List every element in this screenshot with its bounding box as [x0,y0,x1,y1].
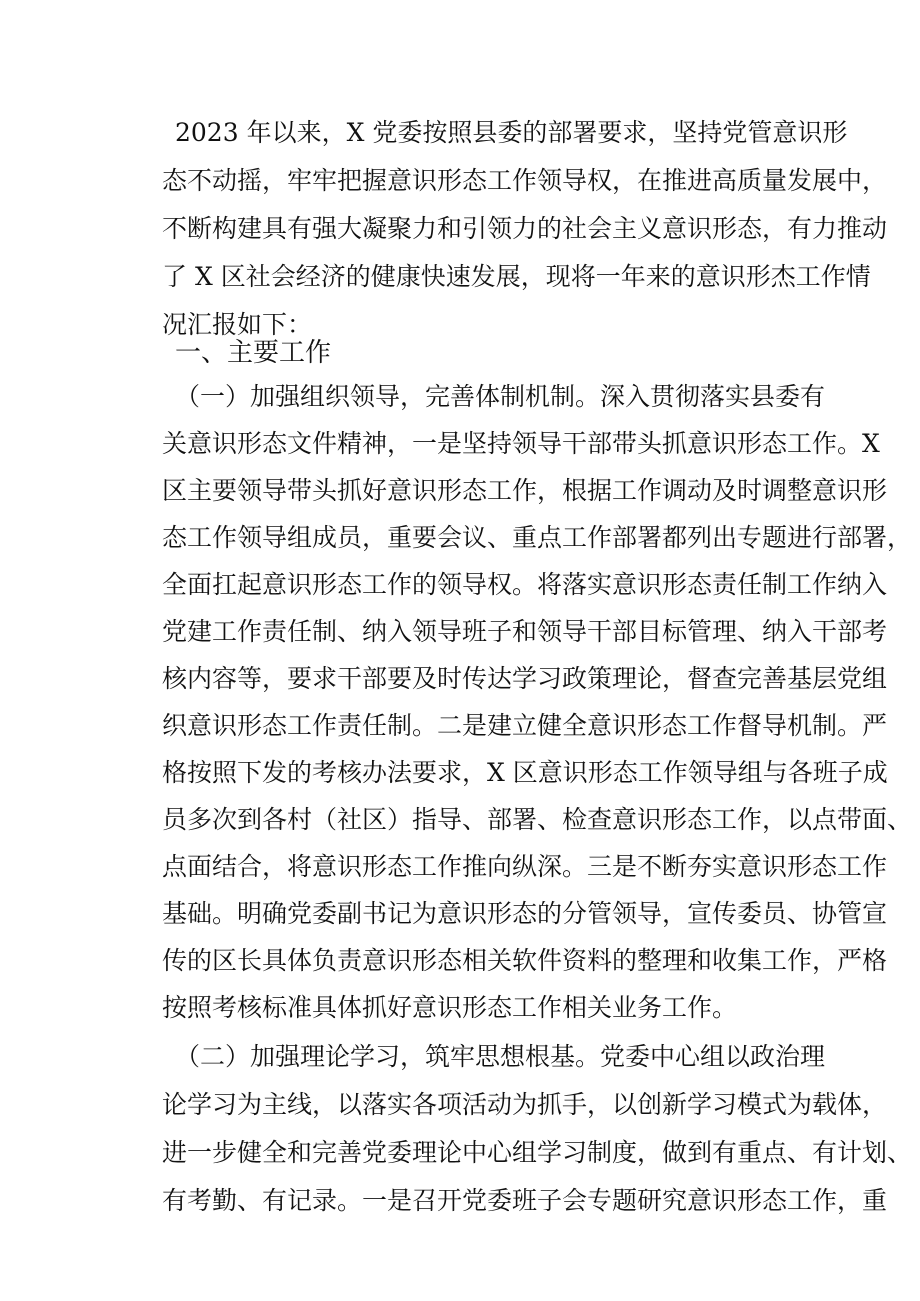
paragraph-line: 论学习为主线，以落实各项活动为抓手，以创新学习模式为载体， [162,1090,888,1119]
paragraph-line: 传的区长具体负责意识形态相关软件资料的整理和收集工作，严格 [162,946,888,975]
paragraph-line: （一）加强组织领导，完善体制机制。深入贯彻落实县委有 [175,382,826,411]
paragraph-line: 织意识形态工作责任制。二是建立健全意识形态工作督导机制。严 [162,711,888,740]
paragraph-line: 关意识形态文件精神，一是坚持领导干部带头抓意识形态工作。X [162,429,880,458]
paragraph-line: 基础。明确党委副书记为意识形态的分管领导，宣传委员、协管宣 [162,899,888,928]
paragraph-line: 核内容等，要求干部要及时传达学习政策理论，督查完善基层党组 [162,664,888,693]
section-heading: 一、主要工作 [175,338,332,368]
intro-line: 态不动摇，牢牢把握意识形态工作领导权，在推进高质量发展中， [162,166,888,195]
paragraph-line: 格按照下发的考核办法要求，X 区意识形态工作领导组与各班子成 [162,758,888,787]
paragraph-line: 态工作领导组成员，重要会议、重点工作部署都列出专题进行部署， [162,523,913,552]
paragraph-line: 区主要领导带头抓好意识形态工作，根据工作调动及时调整意识形 [162,476,888,505]
paragraph-line: （二）加强理论学习，筑牢思想根基。党委中心组以政治理 [175,1042,826,1071]
paragraph-line: 按照考核标准具体抓好意识形态工作相关业务工作。 [162,993,738,1022]
intro-line: 况汇报如下： [162,310,313,339]
paragraph-line: 有考勤、有记录。一是召开党委班子会专题研究意识形态工作，重 [162,1186,888,1215]
paragraph-line: 全面扛起意识形态工作的领导权。将落实意识形态责任制工作纳入 [162,570,888,599]
paragraph-line: 进一步健全和完善党委理论中心组学习制度，做到有重点、有计划、 [162,1138,913,1167]
intro-line: 不断构建具有强大凝聚力和引领力的社会主义意识形态，有力推动 [162,214,888,243]
intro-line: 了 X 区社会经济的健康快速发展，现将一年来的意识形杰工作情 [162,262,871,291]
paragraph-line: 点面结合，将意识形态工作推向纵深。三是不断夯实意识形态工作 [162,852,888,881]
paragraph-line: 员多次到各村（社区）指导、部署、检查意识形态工作，以点带面、 [162,805,913,834]
paragraph-line: 党建工作责任制、纳入领导班子和领导干部目标管理、纳入干部考 [162,617,888,646]
intro-line: 2023 年以来，X 党委按照县委的部署要求，坚持党管意识形 [175,118,848,147]
